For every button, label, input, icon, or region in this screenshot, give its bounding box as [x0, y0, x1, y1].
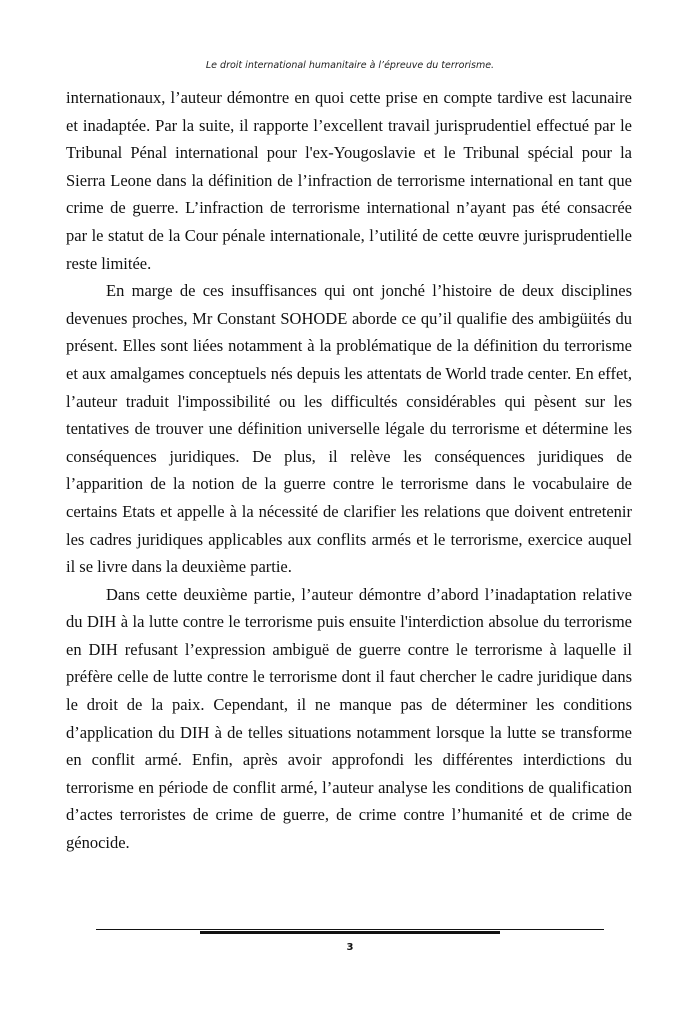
paragraph-continuation: internationaux, l’auteur démontre en quoi cette prise en compte tardive est lacunaire et inadaptée. Par la suite, il rapporte l’excellent travail jurisprudentiel effectué par le Tribunal Pénal international pour l'ex-Yougoslavie et le Tribunal spécial pour la Sierra Leone dans la définition de l’infraction de terrorisme international en tant que crime de guerre. L’infraction de terrorisme international n’ayant pas été consacrée par le statut de la Cour pénale internationale, l’utilité de cette œuvre jurisprudentielle reste limitée. — [66, 88, 632, 273]
page-number: 3 — [346, 942, 354, 953]
paragraph-ambiguities: En marge de ces insuffisances qui ont jonché l’histoire de deux disciplines devenues proches, Mr Constant SOHODE aborde ce qu’il qualifie des ambigüités du présent. Elles sont liées notamment à la problématique de la définition du terrorisme et aux amalgames conceptuels nés depuis les attentats de World trade center. En effet, l’auteur traduit l'impossibilité ou les difficultés considérables qui pèsent sur les tentatives de trouver une définition universelle légale du terrorisme et détermine les conséquences juridiques. De plus, il relève les conséquences juridiques de l’apparition de la notion de la guerre contre le terrorisme dans le vocabulaire de certains Etats et appelle à la nécessité de clarifier les relations que doivent entretenir les cadres juridiques applicables aux conflits armés et le terrorisme, exercice auquel il se livre dans la deuxième partie. — [66, 281, 632, 577]
running-header: Le droit international humanitaire à l’épreuve du terrorisme. — [205, 60, 495, 71]
footer-rule-accent — [200, 931, 500, 934]
footer-rule — [96, 929, 604, 930]
paragraph-second-part: Dans cette deuxième partie, l’auteur démontre d’abord l’inadaptation relative du DIH à la lutte contre le terrorisme puis ensuite l'interdiction absolue du terrorisme en DIH refusant l’expression ambiguë de guerre contre le terrorisme à laquelle il préfère celle de lutte contre le terrorisme dont il faut chercher le cadre juridique dans le droit de la paix. Cependant, il ne manque pas de déterminer les conditions d’application du DIH à de telles situations notamment lorsque la lutte se transforme en conflit armé. Enfin, après avoir approfondi les différentes interdictions du terrorisme en période de conflit armé, l’auteur analyse les conditions de qualification d’actes terroristes de crime de guerre, de crime contre l’humanité et de crime de génocide. — [66, 584, 632, 853]
body-text — [66, 84, 632, 857]
